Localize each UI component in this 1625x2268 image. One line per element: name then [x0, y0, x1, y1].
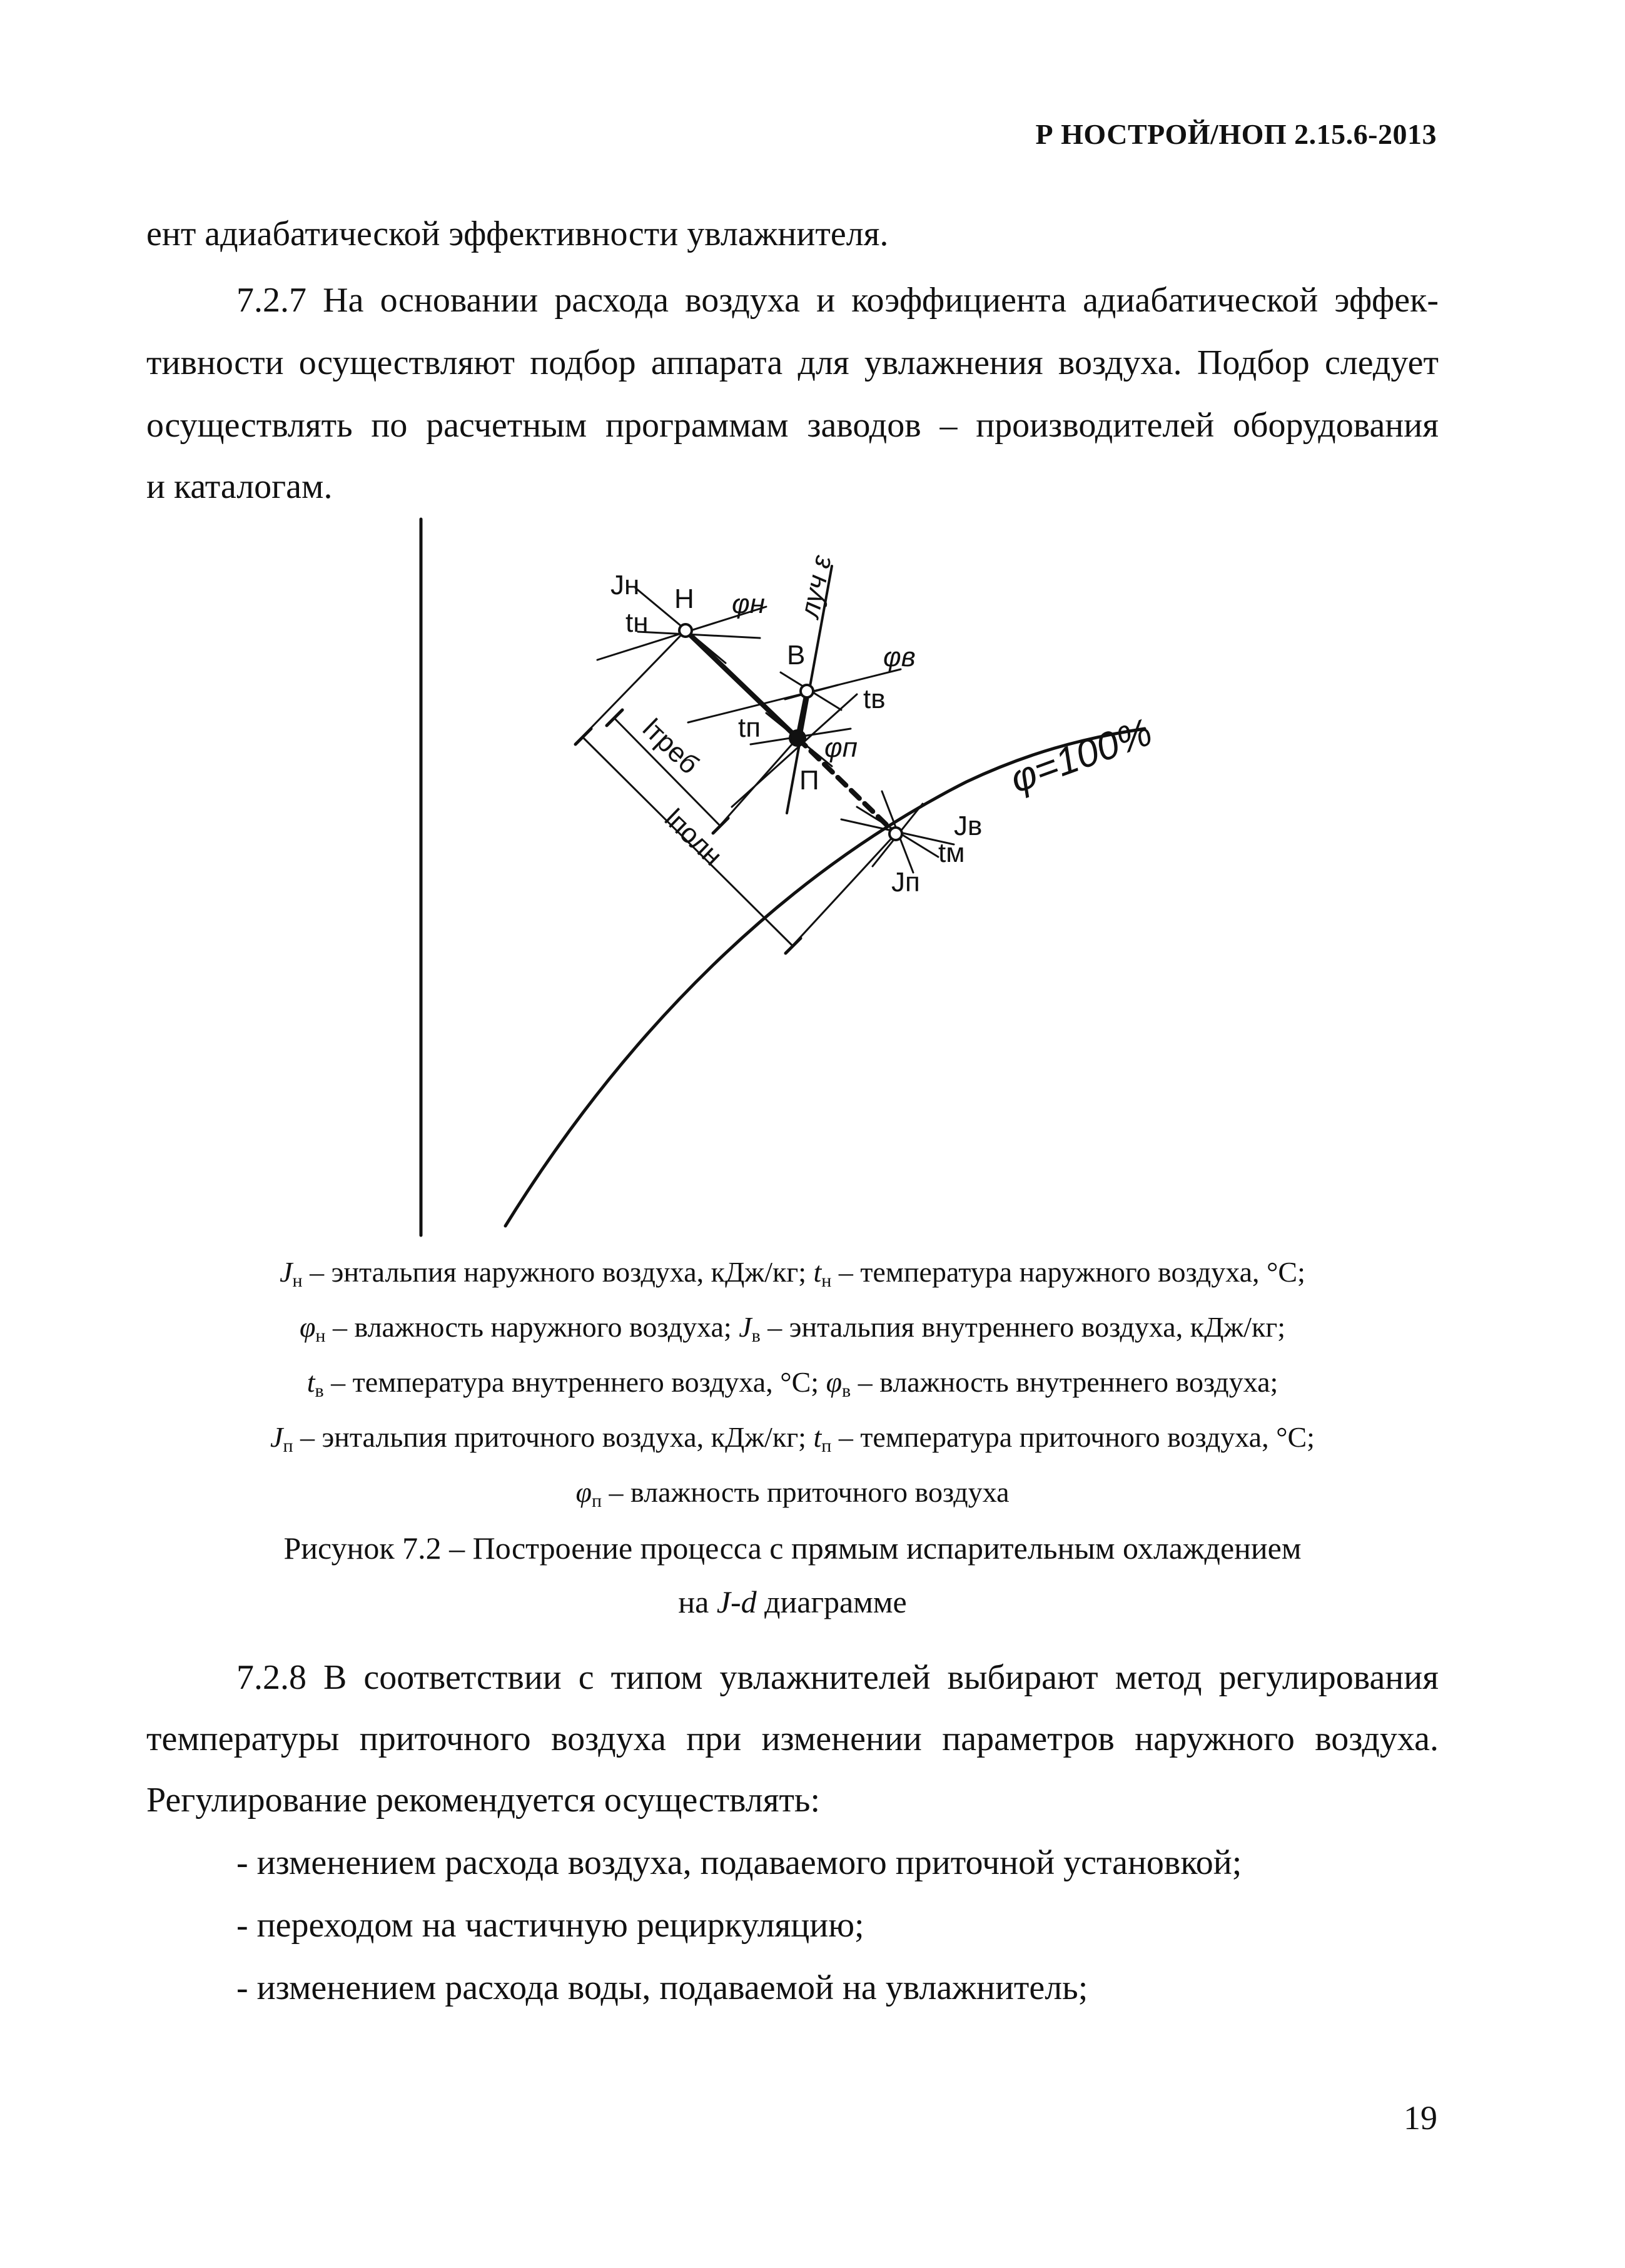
point-n — [679, 624, 692, 637]
point-v — [801, 685, 813, 697]
paragraph-7-2-8-line-2: температуры приточного воздуха при изменении параметров наружного воздуха. — [146, 1719, 1439, 1758]
list-item: - изменением расхода воздуха, подаваемого приточной установкой; — [236, 1843, 1242, 1882]
label-luch-epsilon: луч ε — [794, 552, 838, 621]
label-p: П — [799, 765, 819, 796]
label-jn-top: Jн — [610, 570, 640, 600]
label-tn: tн — [625, 607, 649, 638]
label-phi-p: φп — [824, 732, 858, 763]
legend-line-5: $\varphi_п$ – влажность приточного воздуха — [575, 1476, 1010, 1511]
paragraph-7-2-7-line-4: и каталогам. — [146, 467, 333, 506]
figure-caption-line-2: на J-d диаграмме — [678, 1584, 907, 1619]
paragraph-7-2-8-line-3: Регулирование рекомендуется осуществлять: — [146, 1781, 821, 1820]
label-tv: tв — [863, 684, 886, 714]
legend-line-1: $J_н$ – энтальпия наружного воздуха, кДж/кг; $t_н$ – температура наружного воздуха, °С; — [280, 1256, 1305, 1291]
legend-line-2: $\varphi_н$ – влажность наружного воздуха; $J_в$ – энтальпия внутреннего воздуха, кДж/кг; — [299, 1311, 1286, 1346]
point-m — [889, 828, 902, 840]
label-phi-n: φн — [732, 589, 765, 619]
document-code-header: Р НОСТРОЙ/НОП 2.15.6-2013 — [1035, 118, 1437, 150]
paragraph-7-2-8-line-1: 7.2.8 В соответствии с типом увлажнителей выбирают метод регулирования — [236, 1658, 1439, 1697]
paragraph-7-2-7-line-2: тивности осуществляют подбор аппарата для увлажнения воздуха. Подбор следует — [146, 343, 1439, 382]
list-item: - переходом на частичную рециркуляцию; — [236, 1906, 864, 1945]
paragraph-7-2-7-line-1: 7.2.7 На основании расхода воздуха и коэффициента адиабатической эффек- — [236, 281, 1439, 320]
label-l-treb: lтреб — [637, 712, 705, 781]
paragraph-7-2-7-line-3: осуществлять по расчетным программам заводов – производителей оборудования — [146, 406, 1439, 445]
label-phi-100: φ=100% — [1005, 710, 1158, 802]
label-tp: tп — [738, 712, 761, 743]
paragraph-continuation: ент адиабатической эффективности увлажнителя. — [146, 215, 889, 253]
label-jv: Jв — [954, 811, 983, 841]
label-phi-v: φв — [883, 642, 916, 672]
list-item: - изменением расхода воды, подаваемой на увлажнитель; — [236, 1968, 1088, 2007]
legend-line-3: $t_в$ – температура внутреннего воздуха, °С; $\varphi_в$ – влажность внутреннего воздуха; — [306, 1366, 1278, 1401]
label-l-poln: lполн — [659, 802, 729, 872]
saturation-curve — [505, 729, 1145, 1226]
label-jp: Jп — [891, 867, 920, 898]
label-h: Н — [674, 584, 694, 614]
label-b: В — [787, 640, 806, 671]
legend-line-4: $J_п$ – энтальпия приточного воздуха, кДж/кг; $t_п$ – температура приточного воздуха, °С; — [270, 1421, 1315, 1456]
page-number: 19 — [1404, 2099, 1437, 2137]
label-tm: tм — [938, 838, 965, 868]
point-p — [790, 731, 805, 746]
figure-caption-line-1: Рисунок 7.2 – Построение процесса с прямым испарительным охлаждением — [283, 1531, 1302, 1566]
